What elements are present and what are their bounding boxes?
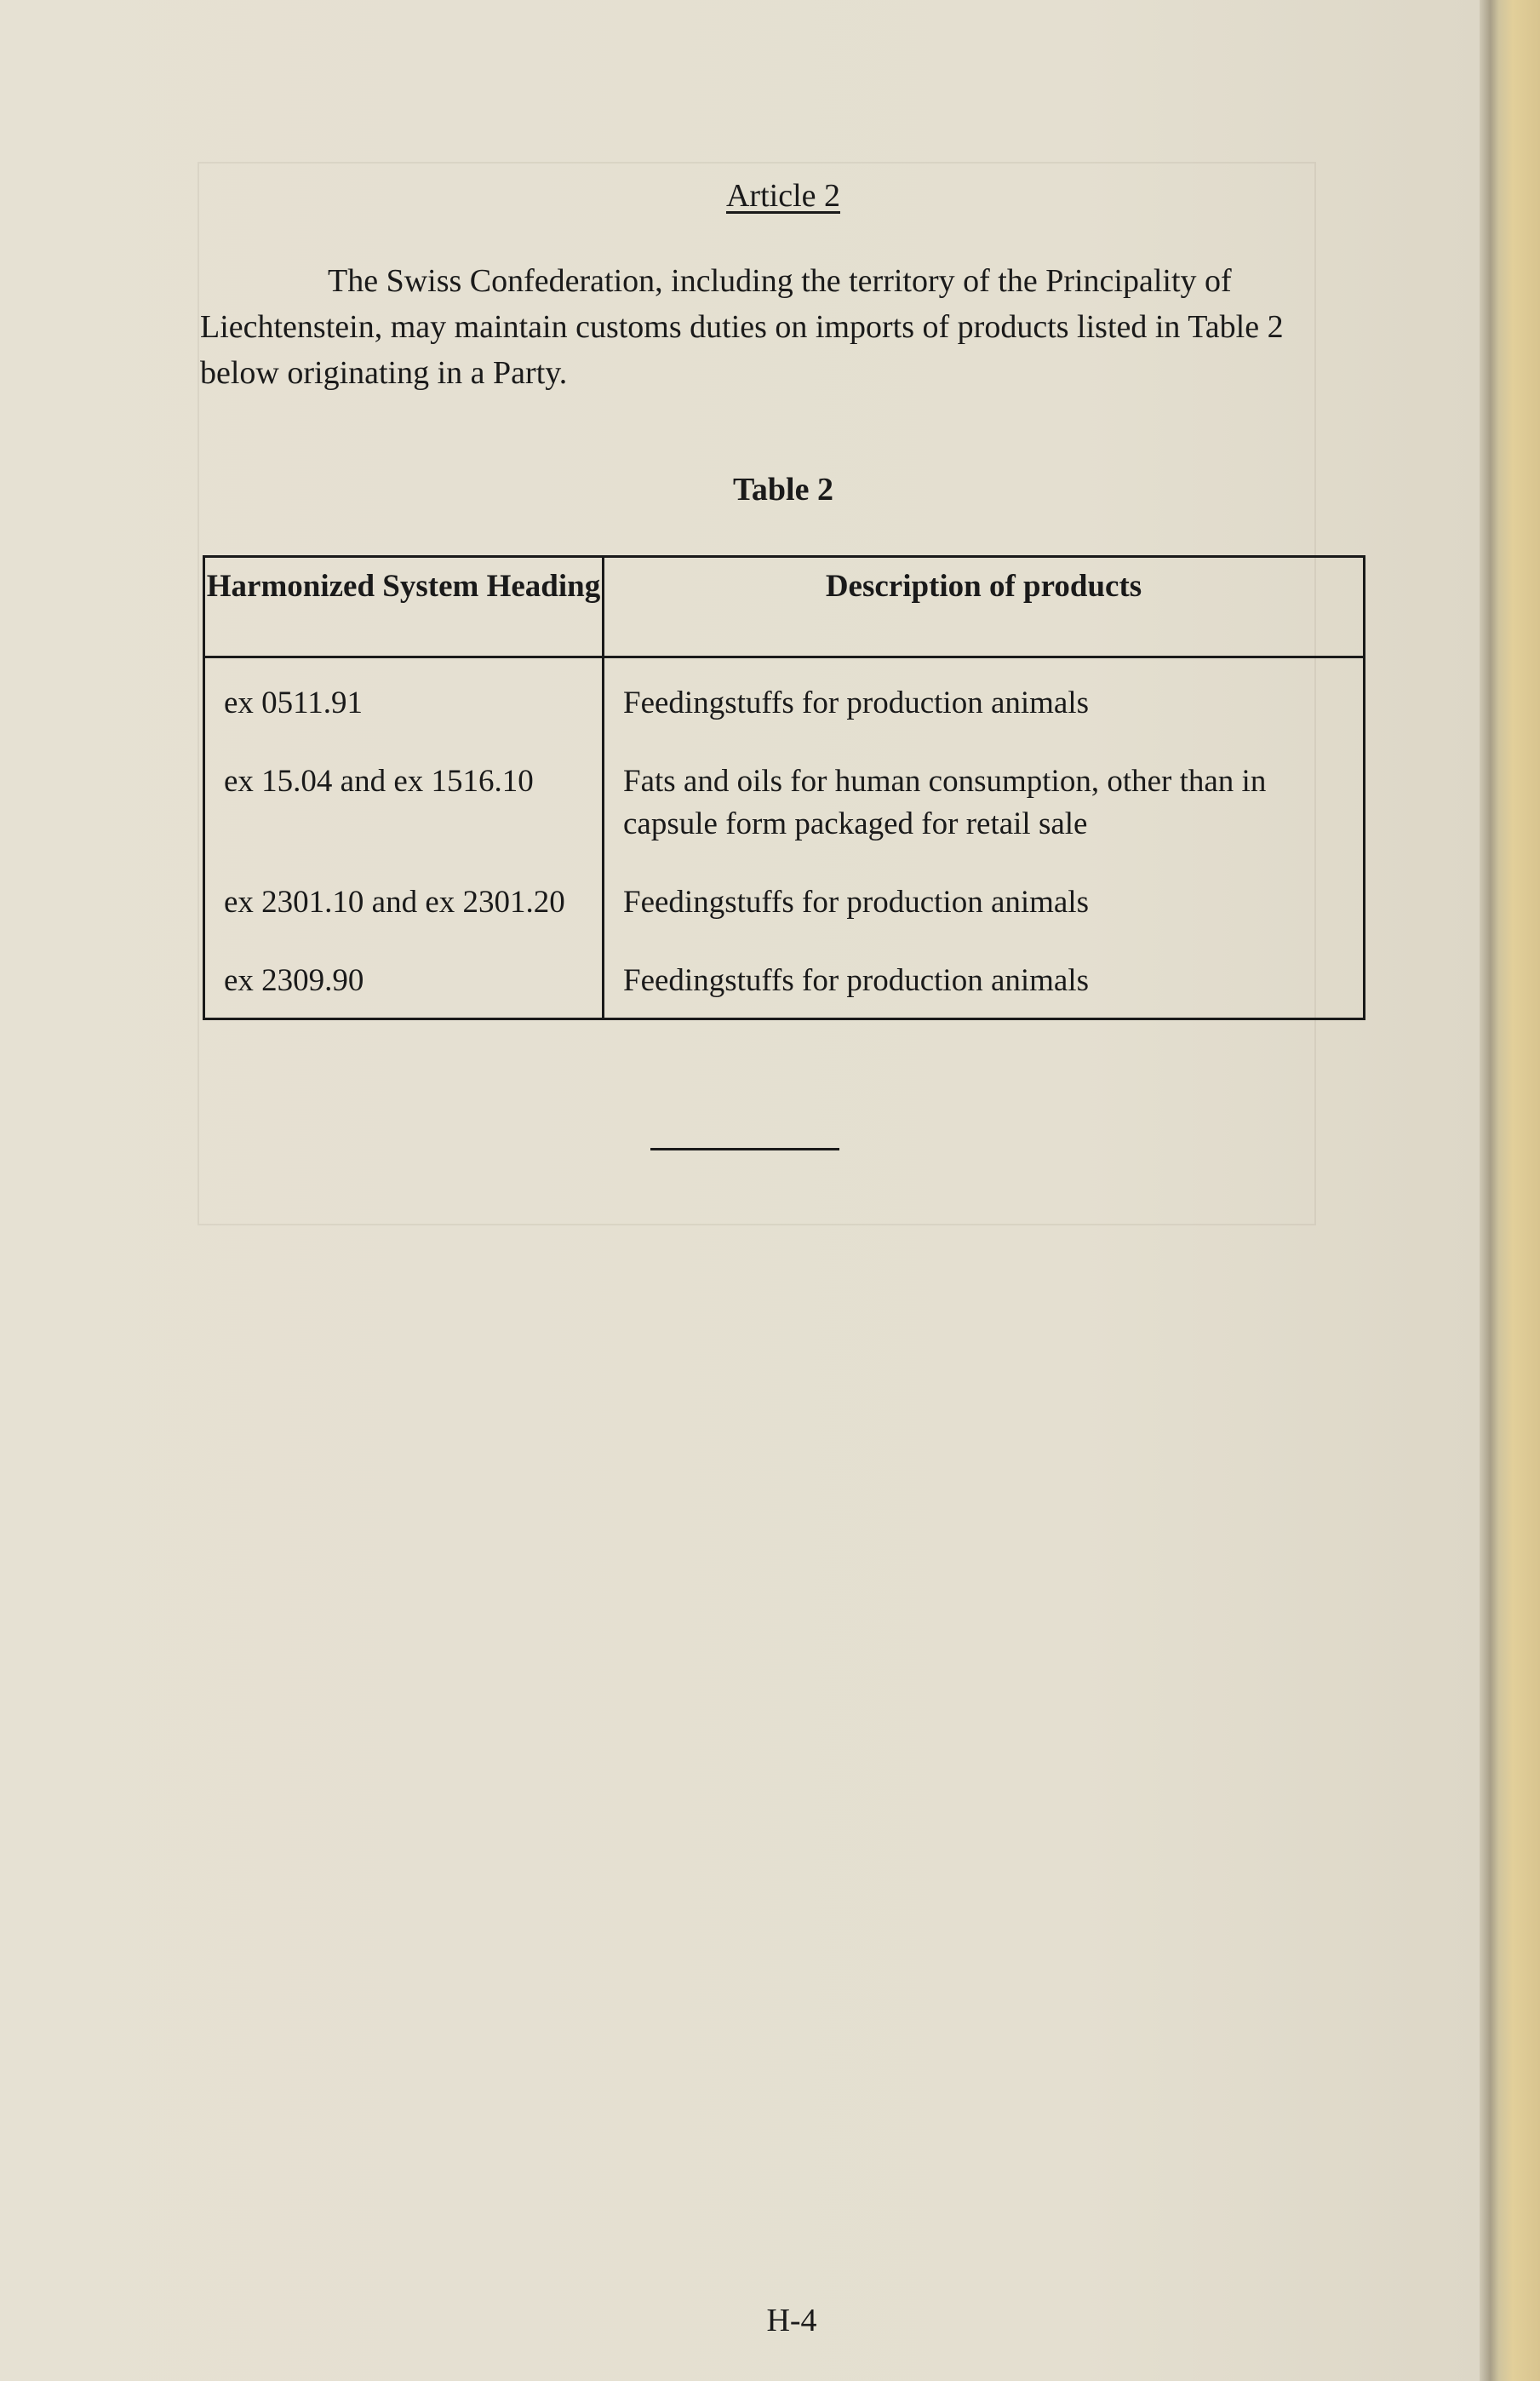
article-title: Article 2 <box>725 178 840 214</box>
hs-heading-cell: ex 2301.10 and ex 2301.20 <box>204 881 604 924</box>
book-spine-edge <box>1480 0 1540 2381</box>
end-rule-divider <box>650 1148 839 1150</box>
article-paragraph-text: The Swiss Confederation, including the territory of the Principality of Liechtenstein, may maintain customs duties on imports of products listed in Table 2 below originating in a Party. <box>200 263 1284 391</box>
table-header-row <box>204 557 1365 657</box>
description-cell: Feedingstuffs for production animals <box>604 881 1365 924</box>
hs-heading-cell: ex 15.04 and ex 1516.10 <box>204 760 604 846</box>
table-title: Table 2 <box>733 472 833 508</box>
row-spacer <box>204 725 1365 760</box>
hs-heading-cell: ex 0511.91 <box>204 657 604 726</box>
page-number: H-4 <box>766 2303 817 2338</box>
column-header-description: Description of products <box>604 557 1365 657</box>
row-spacer <box>204 846 1365 881</box>
description-cell: Feedingstuffs for production animals <box>604 657 1365 726</box>
table-row <box>204 881 1365 924</box>
article-paragraph <box>200 258 1341 396</box>
products-table <box>203 555 1365 1020</box>
table-row <box>204 760 1365 846</box>
row-spacer <box>204 924 1365 960</box>
column-header-hs-heading: Harmonized System Heading <box>204 557 604 657</box>
table-row <box>204 657 1365 726</box>
hs-heading-cell: ex 2309.90 <box>204 960 604 1019</box>
description-cell: Fats and oils for human consumption, other than in capsule form packaged for retail sale <box>604 760 1365 846</box>
description-cell: Feedingstuffs for production animals <box>604 960 1365 1019</box>
table-row <box>204 960 1365 1019</box>
